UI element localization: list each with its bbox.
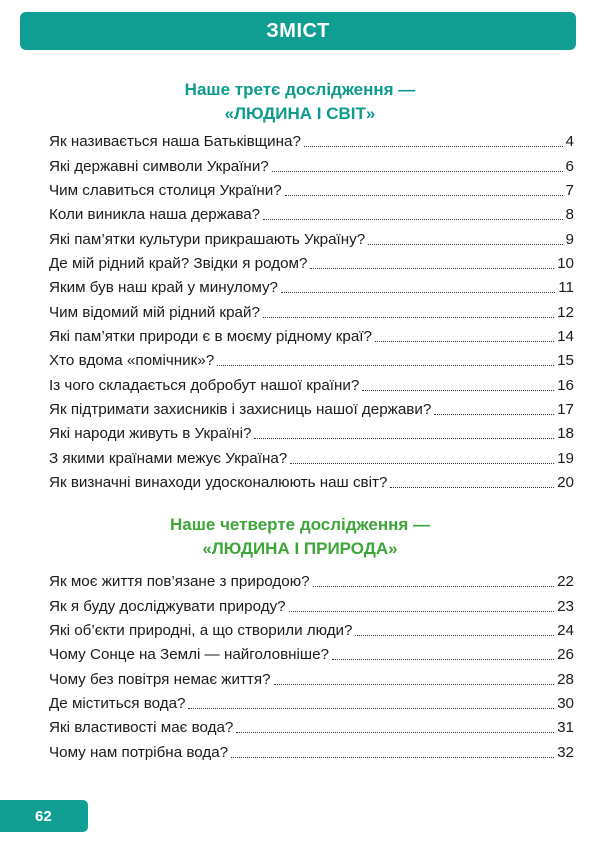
- toc-entry-title: Які державні символи України?: [49, 157, 269, 175]
- toc-entry[interactable]: [49, 689, 574, 713]
- toc-entry-title: Хто вдома «помічник»?: [49, 352, 215, 370]
- toc-entry[interactable]: [49, 322, 574, 346]
- section-4-heading: [0, 513, 600, 561]
- toc-entry[interactable]: [49, 176, 574, 200]
- toc-entry[interactable]: [49, 370, 574, 394]
- section-4-heading-line1: Наше четверте дослідження —: [169, 515, 431, 534]
- toc-entry-page: 32: [557, 743, 574, 761]
- toc-leader-dots: [313, 586, 555, 587]
- toc-entry-title: Які властивості має вода?: [49, 719, 234, 737]
- toc-leader-dots: [263, 317, 554, 318]
- toc-leader-dots: [375, 341, 554, 342]
- toc-entry-page: 26: [557, 646, 574, 664]
- toc-leader-dots: [188, 708, 554, 709]
- section-3-heading-line1: Наше третє дослідження —: [184, 80, 416, 99]
- toc-entry[interactable]: [49, 640, 574, 664]
- toc-entry-page: 7: [565, 182, 574, 200]
- toc-entry-title: Як підтримати захисників і захисниць нашої держави?: [49, 401, 432, 419]
- contents-title: ЗМІСТ: [266, 19, 330, 42]
- toc-entry-page: 24: [557, 622, 574, 640]
- toc-leader-dots: [289, 611, 554, 612]
- toc-entry-page: 30: [557, 695, 574, 713]
- toc-entry-title: Коли виникла наша держава?: [49, 206, 261, 224]
- toc-entry[interactable]: [49, 664, 574, 688]
- toc-leader-dots: [272, 171, 563, 172]
- toc-leader-dots: [263, 219, 562, 220]
- toc-entry[interactable]: [49, 224, 574, 248]
- toc-entry[interactable]: [49, 419, 574, 443]
- toc-entry-page: 11: [558, 279, 574, 297]
- toc-entry-page: 6: [565, 157, 574, 175]
- toc-entry-page: 14: [557, 328, 574, 346]
- toc-entry-title: Як називається наша Батьківщина?: [49, 133, 301, 151]
- toc-entry-page: 22: [557, 573, 574, 591]
- toc-entry[interactable]: [49, 713, 574, 737]
- toc-entry-title: Де мій рідний край? Звідки я родом?: [49, 255, 308, 273]
- toc-entry[interactable]: [49, 200, 574, 224]
- toc-entry-page: 9: [565, 230, 574, 248]
- toc-entry-page: 23: [557, 597, 574, 615]
- toc-entry-title: Із чого складається добробут нашої країни?: [49, 376, 360, 394]
- toc-entry-page: 19: [557, 449, 574, 467]
- toc-entry[interactable]: [49, 249, 574, 273]
- toc-leader-dots: [304, 146, 563, 147]
- page-number-tab: [0, 800, 88, 832]
- toc-leader-dots: [434, 414, 554, 415]
- toc-list-section-3: [49, 127, 574, 492]
- toc-entry-title: Чим відомий мій рідний край?: [49, 303, 260, 321]
- toc-entry-title: Чому без повітря немає життя?: [49, 670, 271, 688]
- toc-leader-dots: [231, 757, 554, 758]
- toc-entry-title: Де міститься вода?: [49, 695, 186, 713]
- toc-entry-title: Чому нам потрібна вода?: [49, 743, 229, 761]
- toc-entry-page: 18: [557, 425, 574, 443]
- section-3-heading: [0, 78, 600, 126]
- toc-leader-dots: [310, 268, 554, 269]
- toc-entry[interactable]: [49, 297, 574, 321]
- toc-leader-dots: [355, 635, 554, 636]
- section-3-heading-line2: «ЛЮДИНА І СВІТ»: [224, 104, 376, 123]
- toc-leader-dots: [390, 487, 554, 488]
- toc-entry[interactable]: [49, 273, 574, 297]
- toc-entry-page: 12: [557, 303, 574, 321]
- toc-entry-page: 16: [557, 376, 574, 394]
- page-number: 62: [35, 807, 52, 825]
- section-4-heading-line2: «ЛЮДИНА І ПРИРОДА»: [202, 539, 398, 558]
- toc-entry-page: 4: [565, 133, 574, 151]
- toc-entry-title: Чим славиться столиця України?: [49, 182, 282, 200]
- toc-entry-title: Які пам’ятки культури прикрашають Україну?: [49, 230, 366, 248]
- toc-entry-title: Як визначні винаходи удосконалюють наш світ?: [49, 474, 388, 492]
- toc-entry-title: Яким був наш край у минулому?: [49, 279, 278, 297]
- toc-entry-title: Які пам’ятки природи є в моєму рідному краї?: [49, 328, 372, 346]
- toc-entry-title: Які об’єкти природні, а що створили люди?: [49, 622, 353, 640]
- toc-leader-dots: [368, 244, 562, 245]
- toc-entry-title: Які народи живуть в Україні?: [49, 425, 252, 443]
- toc-entry-title: Чому Сонце на Землі — найголовніше?: [49, 646, 329, 664]
- toc-entry[interactable]: [49, 127, 574, 151]
- toc-entry-page: 20: [557, 474, 574, 492]
- toc-entry-title: З якими країнами межує Україна?: [49, 449, 288, 467]
- toc-entry-title: Як моє життя пов’язане з природою?: [49, 573, 310, 591]
- toc-list-section-4: [49, 567, 574, 762]
- toc-entry[interactable]: [49, 151, 574, 175]
- toc-entry[interactable]: [49, 737, 574, 761]
- toc-entry-page: 15: [557, 352, 574, 370]
- contents-header-banner: [20, 12, 576, 50]
- toc-entry[interactable]: [49, 395, 574, 419]
- toc-entry[interactable]: [49, 591, 574, 615]
- toc-entry-page: 8: [565, 206, 574, 224]
- toc-leader-dots: [290, 463, 554, 464]
- toc-entry-page: 10: [557, 255, 574, 273]
- toc-entry[interactable]: [49, 443, 574, 467]
- toc-entry-page: 28: [557, 670, 574, 688]
- toc-entry-title: Як я буду досліджувати природу?: [49, 597, 286, 615]
- toc-leader-dots: [281, 292, 555, 293]
- toc-entry[interactable]: [49, 346, 574, 370]
- toc-leader-dots: [217, 365, 554, 366]
- toc-entry-page: 31: [557, 719, 574, 737]
- toc-leader-dots: [362, 390, 554, 391]
- toc-leader-dots: [254, 438, 554, 439]
- toc-leader-dots: [236, 732, 554, 733]
- toc-leader-dots: [332, 659, 554, 660]
- toc-entry[interactable]: [49, 468, 574, 492]
- toc-entry[interactable]: [49, 616, 574, 640]
- toc-leader-dots: [274, 684, 555, 685]
- toc-leader-dots: [285, 195, 563, 196]
- toc-entry-page: 17: [557, 401, 574, 419]
- toc-entry[interactable]: [49, 567, 574, 591]
